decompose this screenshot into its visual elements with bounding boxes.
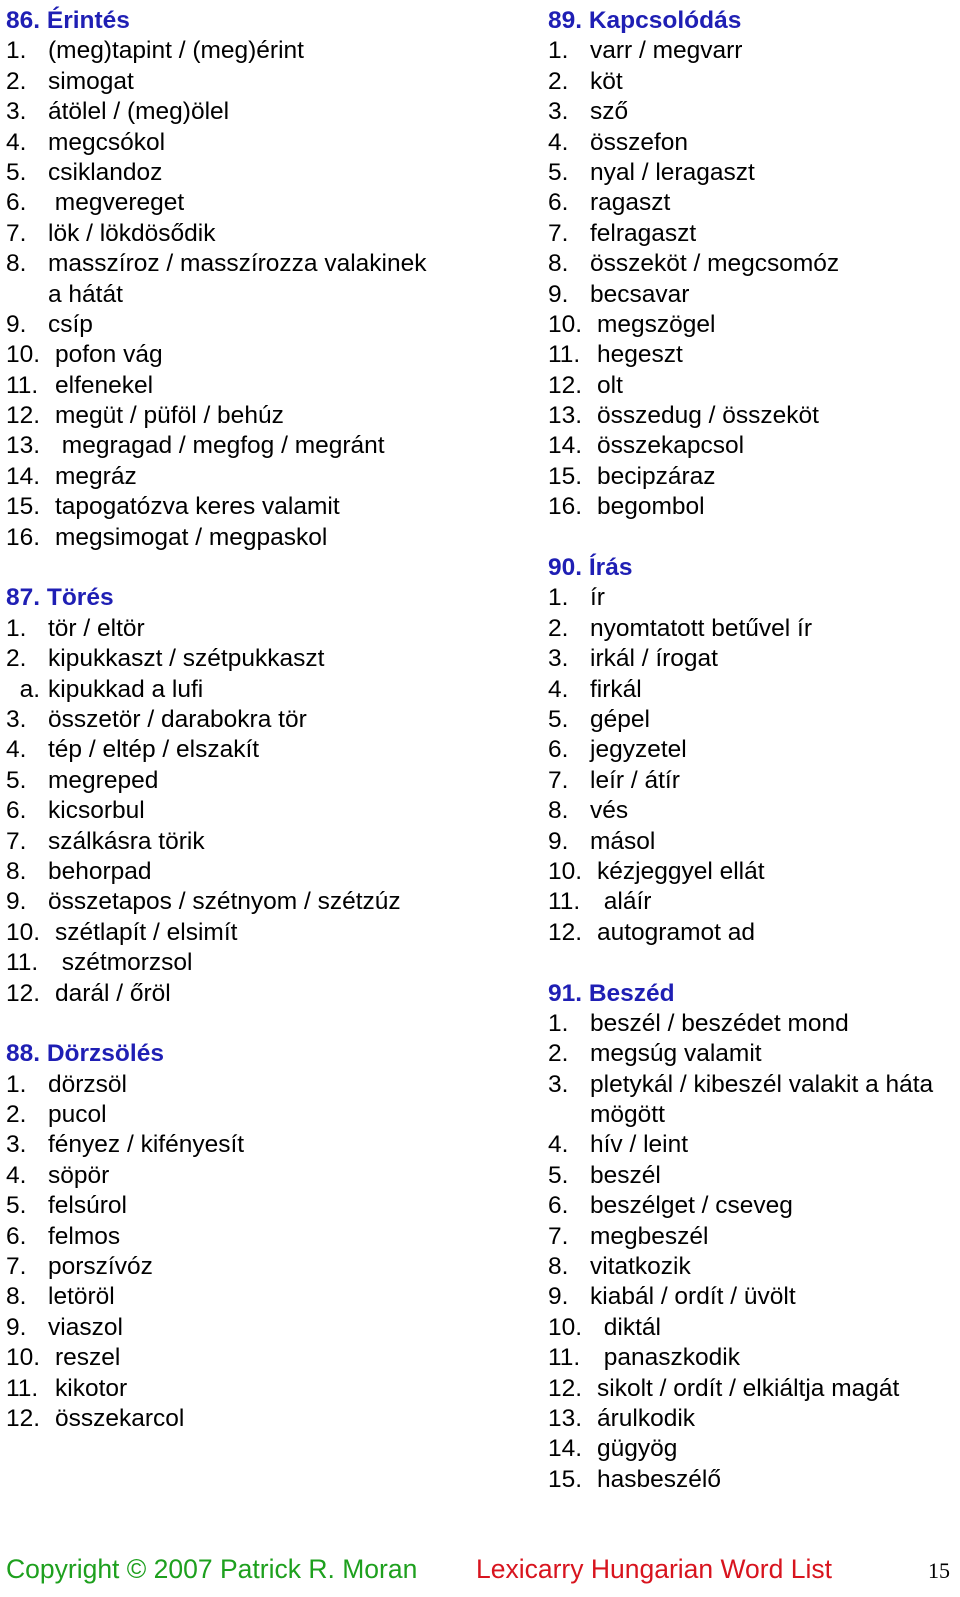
list-item xyxy=(548,97,958,127)
list-item-number: 8. xyxy=(6,250,27,278)
list-item-text: gépel xyxy=(590,705,650,733)
list-item-number: 7. xyxy=(548,219,569,247)
list-item-number: 16. xyxy=(6,523,41,551)
list-item-number: 1. xyxy=(6,614,27,642)
section-heading: 88. Dörzsölés xyxy=(6,1040,164,1068)
list-item-number: 12. xyxy=(548,918,583,946)
list-item-text: dörzsöl xyxy=(48,1070,127,1098)
list-item xyxy=(548,1130,958,1160)
list-item-number: 16. xyxy=(548,493,583,521)
list-item xyxy=(548,918,958,948)
list-item-text: köt xyxy=(590,67,623,95)
list-item xyxy=(548,1374,958,1404)
list-item-text: összekarcol xyxy=(55,1404,185,1432)
list-item-text: beszélget / cseveg xyxy=(590,1192,793,1220)
list-item xyxy=(6,1130,526,1160)
list-item xyxy=(548,492,958,522)
list-item-text: megreped xyxy=(48,766,159,794)
page-footer xyxy=(6,1554,956,1590)
list-item xyxy=(6,280,526,310)
list-item-text: pofon vág xyxy=(55,341,163,369)
list-item-number: 9. xyxy=(6,1313,27,1341)
list-item xyxy=(548,735,958,765)
list-item-number: 9. xyxy=(548,280,569,308)
list-item xyxy=(6,1282,526,1312)
list-item xyxy=(548,1100,958,1130)
list-item-number: 14. xyxy=(548,432,583,460)
list-item-text: tép / eltép / elszakít xyxy=(48,736,260,764)
list-item-text: olt xyxy=(597,371,623,399)
list-item-number: 2. xyxy=(6,1101,27,1129)
list-item-number: 11. xyxy=(548,888,581,916)
list-item-number: 8. xyxy=(6,1283,27,1311)
list-item xyxy=(548,766,958,796)
list-item xyxy=(6,1222,526,1252)
list-item-text: tör / eltör xyxy=(48,614,145,642)
list-item xyxy=(548,796,958,826)
list-item-text: becipzáraz xyxy=(597,462,716,490)
list-item-number: 9. xyxy=(6,888,27,916)
list-item xyxy=(548,67,958,97)
list-item-number: a. xyxy=(6,675,41,703)
list-item-number: 4. xyxy=(6,1161,27,1189)
list-item-number: 14. xyxy=(6,462,41,490)
list-item-number: 1. xyxy=(548,1009,569,1037)
list-item-text: tapogatózva keres valamit xyxy=(55,493,340,521)
list-item xyxy=(6,219,526,249)
section-heading: 86. Érintés xyxy=(6,7,130,34)
list-item-text: kipukkad a lufi xyxy=(48,675,204,703)
list-item-number: 12. xyxy=(6,979,41,1007)
list-item xyxy=(548,401,958,431)
section-heading: 89. Kapcsolódás xyxy=(548,7,742,34)
list-item-number: 4. xyxy=(6,128,27,156)
list-item xyxy=(6,523,526,553)
list-item-text: begombol xyxy=(597,493,705,521)
list-item xyxy=(548,340,958,370)
list-item-text: csiklandoz xyxy=(48,158,163,186)
list-item-text: vitatkozik xyxy=(590,1253,691,1281)
list-item-number: 1. xyxy=(548,584,569,612)
list-item xyxy=(548,644,958,674)
list-item-number: 11. xyxy=(6,949,39,977)
list-item-number: 6. xyxy=(548,1192,569,1220)
list-item-text: jegyzetel xyxy=(590,736,687,764)
list-item-text: kicsorbul xyxy=(48,797,145,825)
list-item-number: 1. xyxy=(6,37,27,65)
list-item xyxy=(548,675,958,705)
list-item xyxy=(548,36,958,66)
list-item-number: 2. xyxy=(548,1040,569,1068)
list-item-text: megvereget xyxy=(48,189,185,217)
list-item xyxy=(6,675,526,705)
list-item xyxy=(6,918,526,948)
list-item xyxy=(6,310,526,340)
list-item-text: a hátát xyxy=(48,280,123,308)
list-item-text: kézjeggyel ellát xyxy=(597,857,765,885)
list-item xyxy=(548,1039,958,1069)
list-item-text: hív / leint xyxy=(590,1131,689,1159)
list-item xyxy=(548,857,958,887)
list-item xyxy=(548,583,958,613)
list-item xyxy=(6,1100,526,1130)
list-item xyxy=(6,796,526,826)
list-item-number: 10. xyxy=(548,310,583,338)
list-item xyxy=(6,614,526,644)
list-item-text: becsavar xyxy=(590,280,690,308)
list-item-text: reszel xyxy=(55,1344,121,1372)
list-item-number: 2. xyxy=(548,67,569,95)
list-item-text: nyal / leragaszt xyxy=(590,158,755,186)
list-item-text: megsimogat / megpaskol xyxy=(55,523,328,551)
list-item-number: 11. xyxy=(548,1344,581,1372)
list-item xyxy=(548,310,958,340)
list-item-number: 15. xyxy=(548,1465,583,1493)
list-item xyxy=(548,188,958,218)
list-item-text: aláír xyxy=(597,888,652,916)
list-item-number: 11. xyxy=(6,371,39,399)
list-item-text: megcsókol xyxy=(48,128,166,156)
list-item-number: 7. xyxy=(548,766,569,794)
list-item-number: 3. xyxy=(6,705,27,733)
list-item-text: megszögel xyxy=(597,310,716,338)
list-item xyxy=(6,887,526,917)
list-item-number: 8. xyxy=(548,797,569,825)
list-item-number: 3. xyxy=(548,98,569,126)
list-item xyxy=(548,1252,958,1282)
list-item xyxy=(548,1465,958,1495)
list-item-text: nyomtatott betűvel ír xyxy=(590,614,812,642)
list-item-number: 9. xyxy=(6,310,27,338)
list-item-number: 10. xyxy=(548,857,583,885)
list-item-number: 3. xyxy=(548,1070,569,1098)
list-item xyxy=(6,431,526,461)
list-item xyxy=(548,827,958,857)
list-item-number: 3. xyxy=(6,98,27,126)
list-item-number: 8. xyxy=(548,250,569,278)
list-item xyxy=(6,1404,526,1434)
list-item xyxy=(6,766,526,796)
list-item-number: 7. xyxy=(6,1253,27,1281)
list-item xyxy=(6,1191,526,1221)
list-item-number: 4. xyxy=(548,675,569,703)
list-item-number: 5. xyxy=(6,766,27,794)
list-item xyxy=(548,280,958,310)
list-item-number: 6. xyxy=(6,189,27,217)
section-spacer xyxy=(6,553,526,583)
list-item xyxy=(548,158,958,188)
list-item-text: árulkodik xyxy=(597,1404,696,1432)
list-item-text: összefon xyxy=(590,128,689,156)
footer-title: Lexicarry Hungarian Word List xyxy=(476,1554,832,1584)
list-item xyxy=(548,1191,958,1221)
list-item-text: vés xyxy=(590,797,629,825)
list-item xyxy=(6,158,526,188)
list-item-number: 10. xyxy=(6,341,41,369)
list-item-number: 4. xyxy=(6,736,27,764)
section-heading: 91. Beszéd xyxy=(548,979,675,1007)
list-item-text: szétlapít / elsimít xyxy=(55,918,238,946)
list-item-text: összedug / összeköt xyxy=(597,402,819,430)
list-item-text: ír xyxy=(590,584,605,612)
list-item xyxy=(548,431,958,461)
list-item xyxy=(6,705,526,735)
list-item xyxy=(6,97,526,127)
list-item-number: 4. xyxy=(548,128,569,156)
list-item-number: 10. xyxy=(548,1313,583,1341)
list-item-text: söpör xyxy=(48,1161,110,1189)
list-item-number: 12. xyxy=(6,402,41,430)
list-item-number: 10. xyxy=(6,918,41,946)
list-item-number: 6. xyxy=(548,736,569,764)
list-item-number: 10. xyxy=(6,1344,41,1372)
list-item-number: 5. xyxy=(548,1161,569,1189)
list-item-text: hasbeszélő xyxy=(597,1465,721,1493)
list-item xyxy=(6,735,526,765)
list-item-text: viaszol xyxy=(48,1313,123,1341)
copyright-notice: Copyright © 2007 Patrick R. Moran xyxy=(6,1554,418,1584)
list-item-text: porszívóz xyxy=(48,1253,153,1281)
list-item-text: firkál xyxy=(590,675,642,703)
list-item-text: összekapcsol xyxy=(597,432,745,460)
list-item-number: 7. xyxy=(6,827,27,855)
list-item-number: 5. xyxy=(548,158,569,186)
list-item xyxy=(6,1070,526,1100)
list-item-text: elfenekel xyxy=(55,371,154,399)
list-item-number: 1. xyxy=(548,37,569,65)
list-item-text: pucol xyxy=(48,1101,107,1129)
list-item xyxy=(548,1404,958,1434)
list-item-text: megbeszél xyxy=(590,1222,709,1250)
list-item-text: lök / lökdösődik xyxy=(48,219,216,247)
list-item xyxy=(548,1434,958,1464)
list-item xyxy=(6,1313,526,1343)
list-item xyxy=(6,188,526,218)
list-item-text: behorpad xyxy=(48,857,152,885)
section-heading: 90. Írás xyxy=(548,554,633,582)
list-item-text: sikolt / ordít / elkiáltja magát xyxy=(597,1374,900,1402)
list-item-number: 3. xyxy=(6,1131,27,1159)
list-item-number: 11. xyxy=(6,1374,39,1402)
list-item xyxy=(548,128,958,158)
list-item xyxy=(6,857,526,887)
list-item-text: átölel / (meg)ölel xyxy=(48,98,230,126)
list-item xyxy=(6,644,526,674)
list-item-text: sző xyxy=(590,98,629,126)
list-item-number: 1. xyxy=(6,1070,27,1098)
list-item-number: 6. xyxy=(6,1222,27,1250)
list-item xyxy=(6,67,526,97)
list-item xyxy=(6,1374,526,1404)
list-item-number: 4. xyxy=(548,1131,569,1159)
list-item-number: 13. xyxy=(548,1404,583,1432)
list-item-text: felragaszt xyxy=(590,219,697,247)
list-item-number: 2. xyxy=(6,645,27,673)
list-item-number: 2. xyxy=(6,67,27,95)
list-item xyxy=(548,1161,958,1191)
right-column xyxy=(548,6,958,1495)
list-item xyxy=(548,1070,958,1100)
list-item-text: szálkásra törik xyxy=(48,827,205,855)
list-item-number: 7. xyxy=(548,1222,569,1250)
list-item xyxy=(6,462,526,492)
list-item xyxy=(6,948,526,978)
list-item xyxy=(6,340,526,370)
list-item-number: 13. xyxy=(6,432,41,460)
list-item-text: beszél / beszédet mond xyxy=(590,1009,849,1037)
list-item-number: 5. xyxy=(6,158,27,186)
list-item-text: felmos xyxy=(48,1222,121,1250)
list-item-text: beszél xyxy=(590,1161,661,1189)
list-item-text: másol xyxy=(590,827,656,855)
list-item-number: 15. xyxy=(6,493,41,521)
list-item xyxy=(548,1343,958,1373)
list-item-text: varr / megvarr xyxy=(590,37,743,65)
list-item-number: 15. xyxy=(548,462,583,490)
page-number: 15 xyxy=(928,1558,950,1583)
list-item xyxy=(548,1282,958,1312)
left-column xyxy=(6,6,526,1434)
list-item-text: összeköt / megcsomóz xyxy=(590,250,840,278)
list-item-text: felsúrol xyxy=(48,1192,127,1220)
list-item xyxy=(548,1009,958,1039)
list-item xyxy=(6,979,526,1009)
list-item-number: 12. xyxy=(548,1374,583,1402)
list-item-text: simogat xyxy=(48,67,134,95)
list-item-text: pletykál / kibeszél valakit a háta xyxy=(590,1070,934,1098)
list-item-text: összetapos / szétnyom / szétzúz xyxy=(48,888,401,916)
list-item xyxy=(548,887,958,917)
list-item-text: letöröl xyxy=(48,1283,115,1311)
list-item xyxy=(6,492,526,522)
list-item-text: csíp xyxy=(48,310,93,338)
list-item xyxy=(6,1343,526,1373)
list-item xyxy=(6,1252,526,1282)
list-item xyxy=(548,371,958,401)
list-item-text: autogramot ad xyxy=(597,918,755,946)
list-item-number: 9. xyxy=(548,1283,569,1311)
list-item-text: hegeszt xyxy=(597,341,683,369)
list-item-number: 2. xyxy=(548,614,569,642)
section-spacer xyxy=(548,523,958,553)
list-item-text: panaszkodik xyxy=(597,1344,741,1372)
list-item xyxy=(6,249,526,279)
list-item xyxy=(548,249,958,279)
list-item xyxy=(6,827,526,857)
list-item-number: 6. xyxy=(548,189,569,217)
list-item xyxy=(548,705,958,735)
list-item-text: darál / őröl xyxy=(55,979,171,1007)
list-item-text: összetör / darabokra tör xyxy=(48,705,307,733)
list-item-number: 9. xyxy=(548,827,569,855)
list-item-number: 5. xyxy=(548,705,569,733)
list-item-number: 13. xyxy=(548,402,583,430)
list-item xyxy=(548,1222,958,1252)
list-item-number: 12. xyxy=(548,371,583,399)
list-item xyxy=(6,36,526,66)
list-item xyxy=(548,219,958,249)
list-item-text: kikotor xyxy=(55,1374,128,1402)
list-item-number: 7. xyxy=(6,219,27,247)
list-item xyxy=(548,462,958,492)
list-item xyxy=(548,614,958,644)
list-item-text: megráz xyxy=(55,462,137,490)
list-item-text: mögött xyxy=(590,1101,665,1129)
list-item-text: megüt / püföl / behúz xyxy=(55,402,284,430)
list-item-number: 6. xyxy=(6,797,27,825)
list-item-number: 11. xyxy=(548,341,581,369)
list-item-number: 8. xyxy=(6,857,27,885)
list-item-text: gügyög xyxy=(597,1435,678,1463)
list-item xyxy=(6,1161,526,1191)
list-item xyxy=(548,1313,958,1343)
section-spacer xyxy=(6,1009,526,1039)
list-item xyxy=(6,401,526,431)
list-item xyxy=(6,371,526,401)
list-item-text: masszíroz / masszírozza valakinek xyxy=(48,250,427,278)
list-item-text: diktál xyxy=(597,1313,662,1341)
list-item-number: 14. xyxy=(548,1435,583,1463)
list-item-text: megsúg valamit xyxy=(590,1040,762,1068)
list-item-text: megragad / megfog / megránt xyxy=(55,432,385,460)
section-heading: 87. Törés xyxy=(6,584,114,612)
list-item xyxy=(6,128,526,158)
list-item-text: kipukkaszt / szétpukkaszt xyxy=(48,645,325,673)
list-item-text: ragaszt xyxy=(590,189,671,217)
list-item-text: leír / átír xyxy=(590,766,680,794)
list-item-text: fényez / kifényesít xyxy=(48,1131,245,1159)
section-spacer xyxy=(548,948,958,978)
list-item-text: szétmorzsol xyxy=(55,949,193,977)
list-item-text: (meg)tapint / (meg)érint xyxy=(48,37,304,65)
list-item-number: 12. xyxy=(6,1404,41,1432)
list-item-text: irkál / írogat xyxy=(590,645,718,673)
list-item-number: 3. xyxy=(548,645,569,673)
list-item-number: 8. xyxy=(548,1253,569,1281)
list-item-text: kiabál / ordít / üvölt xyxy=(590,1283,796,1311)
list-item-number: 5. xyxy=(6,1192,27,1220)
